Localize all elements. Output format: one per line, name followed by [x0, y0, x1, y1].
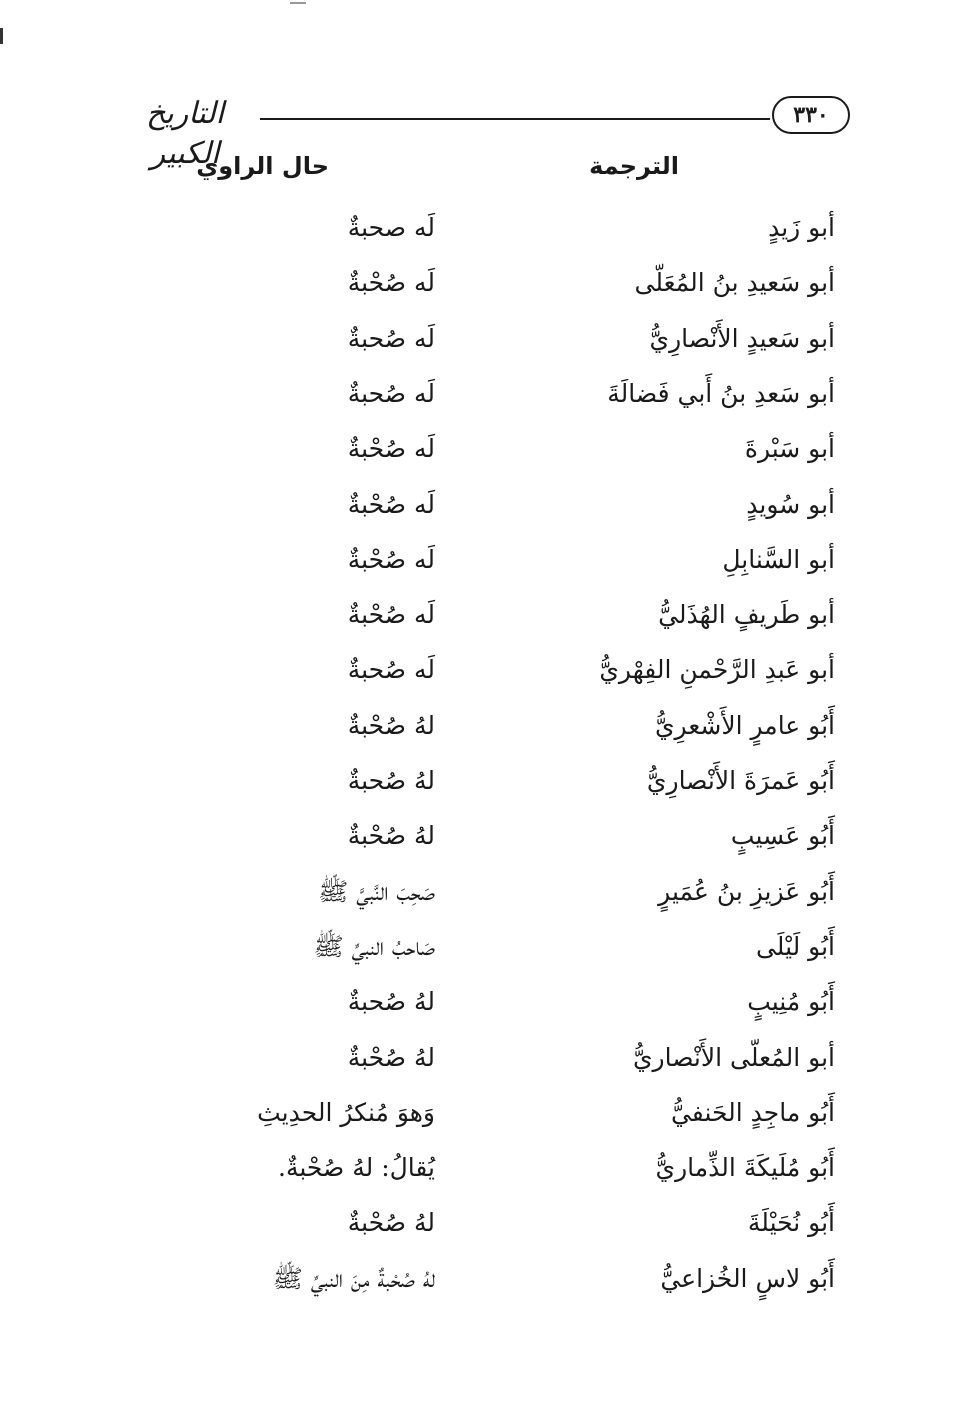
scan-mark-top: [290, 2, 306, 4]
narrator-status: لهُ صُحْبةٌ: [347, 821, 435, 850]
narrator-name: أبو طَريفٍ الهُذَليُّ: [658, 600, 835, 629]
narrator-status: لَه صُحْبةٌ: [347, 268, 435, 297]
narrator-name: أَبُو عَسِيبٍ: [730, 821, 835, 850]
narrator-name: أَبُو نُحَيْلَةَ: [747, 1208, 835, 1237]
narrator-status: لهُ صُحبةٌ: [347, 766, 435, 795]
table-row: [0, 759, 971, 803]
table-row: [0, 1036, 971, 1080]
table-row: [0, 372, 971, 416]
narrator-status: لَه صُحْبةٌ: [347, 490, 435, 519]
table-row: [0, 925, 971, 969]
book-title: التاريخ الكبير: [146, 96, 224, 171]
narrator-name: أَبُو عَمرَةَ الأَنْصارِيُّ: [646, 766, 835, 795]
table-row: [0, 261, 971, 305]
narrator-name: أَبُو عامرٍ الأَشْعرِيُّ: [654, 711, 835, 740]
narrator-name: أَبُو مُلَيكَةَ الذِّماريُّ: [655, 1153, 835, 1182]
narrator-name: أَبُو لَيْلَى: [755, 932, 835, 961]
narrator-table: [0, 206, 971, 1306]
narrator-name: أَبُو عَزيزِ بنُ عُمَيرٍ: [658, 877, 835, 906]
table-row: [0, 648, 971, 692]
scan-mark: [0, 28, 3, 44]
table-row: [0, 317, 971, 361]
table-row: [0, 538, 971, 582]
table-row: [0, 870, 971, 914]
narrator-status: صَحِبَ النَّبيَّ ﷺ: [318, 877, 435, 906]
narrator-status: يُقالُ: لهُ صُحْبةٌ.: [278, 1153, 435, 1182]
narrator-status: وَهوَ مُنكرُ الحدِيثِ: [257, 1098, 435, 1127]
narrator-name: أبو سَعيدِ بنُ المُعَلّى: [634, 268, 835, 297]
table-row: [0, 593, 971, 637]
narrator-status: صَاحبُ النبيِّ ﷺ: [313, 932, 435, 961]
column-heading-name: الترجمة: [589, 152, 679, 180]
narrator-status: لَه صُحبةٌ: [347, 655, 435, 684]
narrator-name: أبو السَّنابِلِ: [722, 545, 835, 574]
narrator-status: لهُ صُحْبةٌ: [347, 1043, 435, 1072]
narrator-status: لهُ صُحْبةٌ مِنَ النبيِّ ﷺ: [272, 1264, 435, 1293]
narrator-name: أبو سَعدِ بنُ أَبي فَضالَةَ: [607, 379, 835, 408]
narrator-status: لهُ صُحبةٌ: [347, 987, 435, 1016]
narrator-name: أَبُو لاسٍ الخُزاعيُّ: [660, 1264, 835, 1293]
narrator-status: لَه صُحْبةٌ: [347, 434, 435, 463]
narrator-name: أبو المُعلّى الأَنْصاريُّ: [632, 1043, 835, 1072]
narrator-status: لَه صُحبةٌ: [347, 324, 435, 353]
table-row: [0, 1146, 971, 1190]
table-row: [0, 483, 971, 527]
table-row: [0, 814, 971, 858]
table-row: [0, 427, 971, 471]
table-row: [0, 980, 971, 1024]
table-row: [0, 206, 971, 250]
narrator-status: لَه صُحبةٌ: [347, 379, 435, 408]
narrator-name: أبو سَعيدٍ الأَنْصارِيُّ: [649, 324, 835, 353]
narrator-status: لَه صُحْبةٌ: [347, 600, 435, 629]
narrator-name: أَبُو مُنِيبٍ: [747, 987, 835, 1016]
narrator-name: أَبُو ماجِدٍ الحَنفيُّ: [670, 1098, 835, 1127]
page-number: ٣٣٠: [772, 96, 850, 134]
table-row: [0, 1201, 971, 1245]
narrator-status: لَه صُحْبةٌ: [347, 545, 435, 574]
table-row: [0, 704, 971, 748]
narrator-name: أبو عَبدِ الرَّحْمنِ الفِهْريُّ: [599, 655, 835, 684]
narrator-name: أبو زَيدٍ: [768, 213, 835, 242]
narrator-name: أبو سَبْرةَ: [744, 434, 835, 463]
narrator-status: لهُ صُحْبةٌ: [347, 1208, 435, 1237]
narrator-status: لهُ صُحْبةٌ: [347, 711, 435, 740]
header-rule: [260, 118, 770, 120]
column-heading-status: حال الراوي: [196, 152, 329, 180]
table-row: [0, 1091, 971, 1135]
table-row: [0, 1257, 971, 1301]
narrator-status: لَه صحبةٌ: [347, 213, 435, 242]
narrator-name: أبو سُويدٍ: [746, 490, 835, 519]
